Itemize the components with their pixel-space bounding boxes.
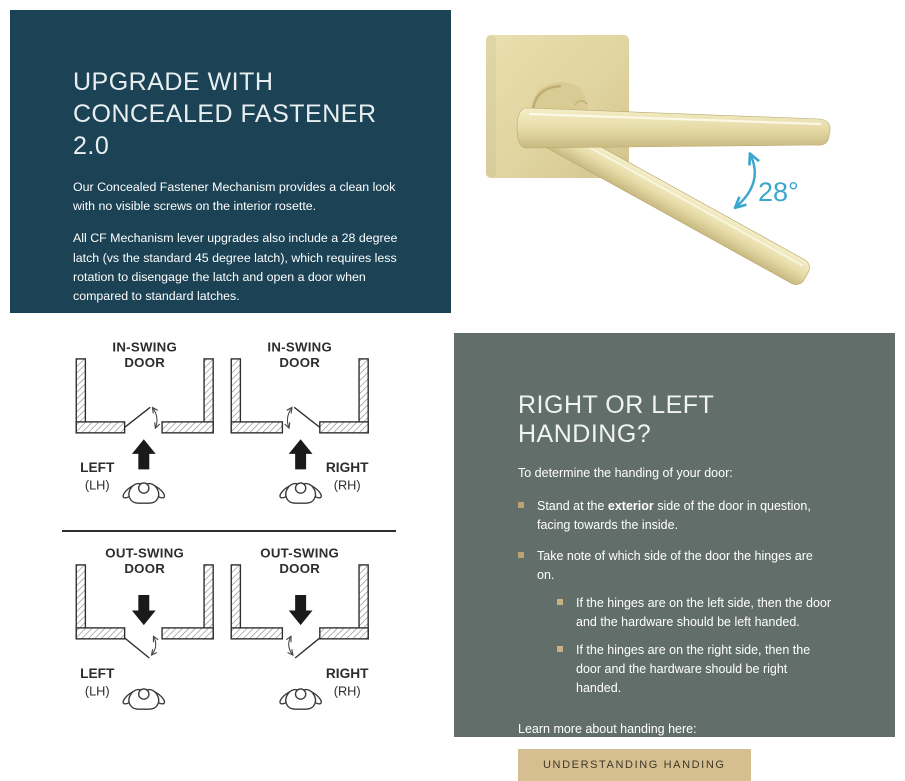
direction-arrow-up-icon xyxy=(132,439,156,469)
hand-abbr: (LH) xyxy=(84,477,110,493)
diagram-title-line1: IN-SWING xyxy=(112,339,178,355)
diagram-title-line1: OUT-SWING xyxy=(105,545,185,561)
diagram-title-line2: DOOR xyxy=(124,561,166,577)
diagram-out-swing-right xyxy=(222,543,382,721)
bullet-text: Take note of which side of the door the hinges are on. If the hinges are on the left side, then the door and the hardware should be left handed. If the hinges are on the right side, then the door and the hardware should be right handed. xyxy=(537,547,833,707)
hand-label: LEFT xyxy=(80,666,115,682)
learn-more-text: Learn more about handing here: xyxy=(518,721,697,736)
angle-label: 28° xyxy=(758,177,799,207)
door-leaf xyxy=(295,638,320,658)
hand-label: RIGHT xyxy=(325,460,369,476)
understanding-handing-button[interactable]: UNDERSTANDING HANDING xyxy=(518,749,751,781)
upgrade-panel xyxy=(10,10,451,313)
rotation-arrow-icon xyxy=(737,156,755,206)
bullet-item-2 xyxy=(518,547,833,707)
diagram-title-line1: IN-SWING xyxy=(267,339,333,355)
hand-abbr: (RH) xyxy=(333,477,361,493)
upgrade-title: UPGRADE WITH CONCEALED FASTENER 2.0 xyxy=(73,68,377,160)
sub-bullet-text: If the hinges are on the right side, then the door and the hardware should be right handed. xyxy=(576,643,811,695)
bullet-square-icon xyxy=(557,599,563,605)
person-icon xyxy=(121,482,166,503)
swing-arrow-icon xyxy=(153,408,157,427)
person-icon xyxy=(121,688,166,709)
diagram-divider xyxy=(62,530,396,532)
lever-rest-position xyxy=(517,108,830,148)
bullet-item-1 xyxy=(518,497,833,535)
upgrade-paragraph-2: All CF Mechanism lever upgrades also include a 28 degree latch (vs the standard 45 degree latch), which requires less rotation to disengage the latch and open a door when compared to standard latches. xyxy=(73,231,398,304)
door-leaf xyxy=(125,407,151,427)
person-icon xyxy=(278,688,323,709)
door-leaf xyxy=(294,407,320,427)
bullet-square-icon xyxy=(518,552,524,558)
handing-sub-list xyxy=(537,594,833,698)
upgrade-paragraph-1: Our Concealed Fastener Mechanism provides a clean look with no visible screws on the interior rosette. xyxy=(73,180,396,214)
sub-bullet-item-1 xyxy=(557,594,833,632)
diagram-in-swing-right xyxy=(222,337,382,515)
swing-arrow-icon xyxy=(287,408,291,427)
swing-arrow-icon xyxy=(289,637,293,654)
swing-arrow-icon xyxy=(152,637,156,654)
direction-arrow-down-icon xyxy=(132,595,156,625)
diagram-title-line1: OUT-SWING xyxy=(260,545,340,561)
door-leaf xyxy=(125,638,150,658)
lever-illustration xyxy=(451,0,905,320)
handing-panel xyxy=(454,333,895,771)
handing-intro: To determine the handing of your door: xyxy=(518,466,733,480)
diagram-in-swing-left xyxy=(67,337,227,515)
sub-bullet-item-2 xyxy=(557,641,833,697)
handing-title: RIGHT OR LEFT HANDING? xyxy=(518,391,714,448)
hand-label: LEFT xyxy=(80,460,115,476)
diagram-title-line2: DOOR xyxy=(124,355,166,371)
diagram-title-line2: DOOR xyxy=(279,561,321,577)
diagram-out-swing-left xyxy=(67,543,227,721)
bullet-square-icon xyxy=(557,646,563,652)
handing-bullet-list xyxy=(518,497,833,708)
sub-bullet-text: If the hinges are on the left side, then the door and the hardware should be left handed. xyxy=(576,595,832,629)
bullet-square-icon xyxy=(518,502,524,508)
hand-abbr: (RH) xyxy=(333,683,361,699)
hand-abbr: (LH) xyxy=(84,683,110,699)
person-icon xyxy=(278,482,323,503)
bullet-text: Stand at the exterior side of the door in question, facing towards the inside. xyxy=(537,498,811,532)
hand-label: RIGHT xyxy=(325,666,369,682)
lever-figure xyxy=(451,0,905,320)
direction-arrow-down-icon xyxy=(289,595,313,625)
handing-diagrams xyxy=(30,333,430,747)
direction-arrow-up-icon xyxy=(289,439,313,469)
diagram-title-line2: DOOR xyxy=(279,355,321,371)
